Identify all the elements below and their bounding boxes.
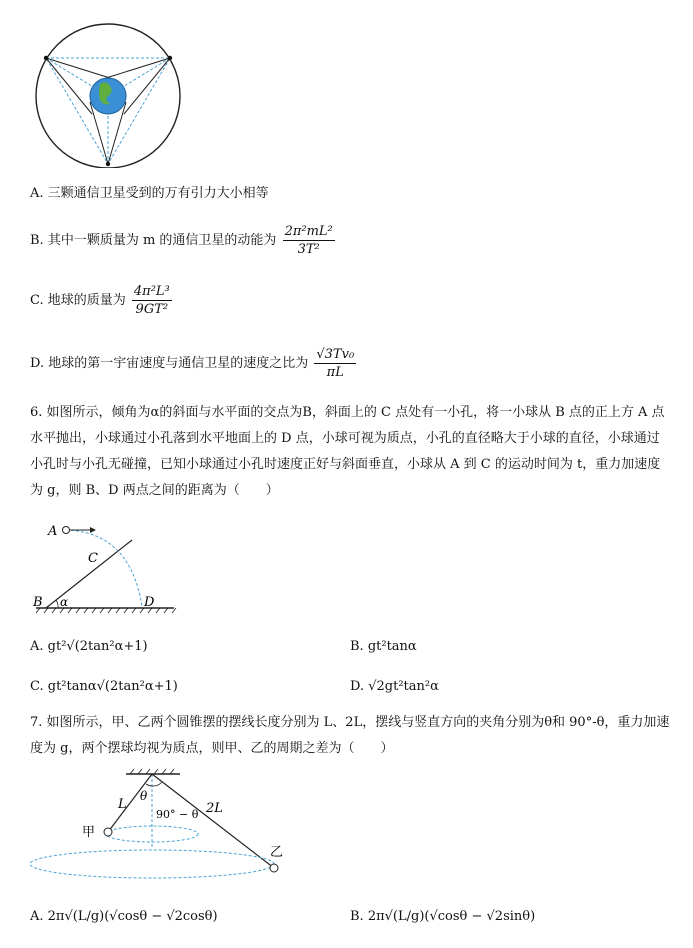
- q5-option-b-numerator: 2π²mL²: [284, 224, 333, 239]
- incline-figure: [30, 518, 180, 618]
- q6-option-d[interactable]: D. √2gt²tan²α: [350, 679, 439, 694]
- q7-option-a[interactable]: A. 2π√(L/g)(√cosθ − √2cosθ): [30, 909, 218, 924]
- q5-option-d[interactable]: [30, 345, 356, 383]
- q6-option-c[interactable]: C. gt²tanα√(2tan²α+1): [30, 679, 178, 694]
- q5-option-b[interactable]: [30, 222, 335, 260]
- q5-option-b-text: B. 其中一颗质量为 m 的通信卫星的动能为: [30, 233, 277, 248]
- q6-option-b[interactable]: B. gt²tanα: [350, 639, 417, 654]
- q5-option-b-fraction: [283, 223, 335, 258]
- label-b: B: [33, 595, 43, 610]
- q5-option-b-denominator: 3T²: [297, 242, 320, 257]
- label-d: D: [144, 595, 155, 610]
- label-90-theta: 90° − θ: [156, 808, 199, 821]
- label-l: L: [118, 797, 127, 812]
- q5-option-c-fraction: [132, 283, 172, 318]
- q5-option-d-text: D. 地球的第一宇宙速度与通信卫星的速度之比为: [30, 356, 309, 371]
- label-jia: 甲: [82, 825, 96, 840]
- q7-stem: 7. 如图所示，甲、乙两个圆锥摆的摆线长度分别为 L、2L，摆线与竖直方向的夹角分别为θ和 90°-θ，重力加速度为 g，两个摆球均视为质点，则甲、乙的周期之差为（ ）: [30, 715, 670, 756]
- q5-option-c-denominator: 9GT²: [135, 302, 169, 317]
- q5-option-d-denominator: πL: [326, 365, 344, 380]
- q7-option-b[interactable]: B. 2π√(L/g)(√cosθ − √2sinθ): [350, 909, 536, 924]
- label-yi: 乙: [270, 845, 284, 860]
- q5-option-d-numerator: √3Tv₀: [316, 347, 355, 362]
- q5-option-c[interactable]: [30, 282, 172, 320]
- q6-option-a[interactable]: A. gt²√(2tan²α+1): [30, 639, 148, 654]
- q5-option-a[interactable]: A. 三颗通信卫星受到的万有引力大小相等: [30, 186, 269, 201]
- label-a: A: [48, 524, 58, 539]
- q5-option-c-numerator: 4π²L³: [133, 284, 170, 299]
- label-2l: 2L: [206, 801, 223, 816]
- q5-option-d-fraction: [314, 346, 356, 381]
- label-alpha: α: [60, 595, 69, 609]
- q5-option-c-text: C. 地球的质量为: [30, 293, 126, 308]
- label-c: C: [88, 551, 98, 566]
- q6-stem: 6. 如图所示，倾角为α的斜面与水平面的交点为B，斜面上的 C 点处有一小孔，将一小球从 B 点的正上方 A 点水平抛出，小球通过小孔落到水平地面上的 D 点，小球可视为质点，小孔的直径略大于小球的直径，小球通过小孔时与小孔无碰撞，已知小球通过小孔时速度正好与斜面垂直，小球从 A 到 C 的运动时间为 t，重力加速度为 g，则 B、D 两点之间的距离为（ ）: [30, 405, 665, 498]
- conical-pendulum-figure: [30, 766, 320, 886]
- label-theta: θ: [140, 789, 148, 803]
- satellite-figure: [30, 18, 190, 168]
